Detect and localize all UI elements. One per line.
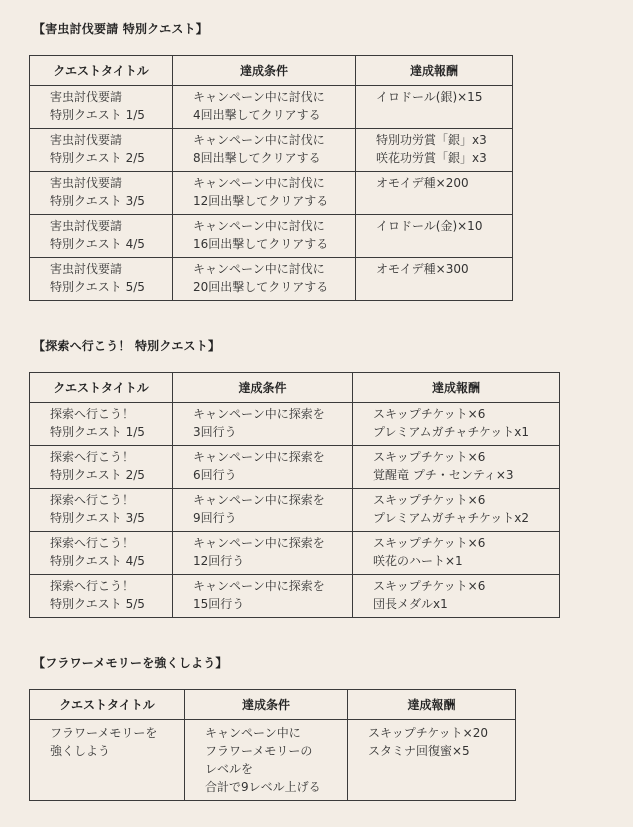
reward-line: スキップチケット×6 [373,536,486,550]
quest-title-line: 探索へ行こう！ [50,579,135,593]
table-row [30,86,513,129]
quest-title-line: 特別クエスト 4/5 [50,554,145,568]
quest-title-line: 特別クエスト 2/5 [50,468,145,482]
reward-cell [356,258,513,301]
quest-title-line: 探索へ行こう！ [50,536,135,550]
reward-line: 特別功労賞「銀」x3 [376,133,487,147]
condition-line: 20回出撃してクリアする [193,280,329,294]
quest-title-line: 特別クエスト 3/5 [50,511,145,525]
table-row [30,215,513,258]
reward-cell [353,532,560,575]
reward-line: スキップチケット×6 [373,450,486,464]
condition-cell [185,720,348,801]
header-reward: 達成報酬 [356,56,513,86]
reward-line: 覚醒竜 プチ・センティ×3 [373,468,514,482]
quest-title-cell [30,172,173,215]
table-row [30,720,516,801]
quest-title-cell [30,258,173,301]
quest-title-line: フラワーメモリーを [50,726,158,740]
table-header-row [30,373,560,403]
condition-line: 合計で9レベル上げる [205,780,321,794]
condition-cell [173,446,353,489]
condition-line: キャンペーン中に探索を [193,493,325,507]
condition-line: 3回行う [193,425,237,439]
reward-cell [353,489,560,532]
quest-title-line: 特別クエスト 1/5 [50,425,145,439]
table-header-row [30,56,513,86]
quest-title-line: 害虫討伐要請 [50,176,123,190]
reward-line: 団長メダルx1 [373,597,448,611]
quest-title-cell [30,403,173,446]
reward-line: 咲花功労賞「銀」x3 [376,151,487,165]
condition-line: キャンペーン中に討伐に [193,176,325,190]
reward-cell [356,129,513,172]
condition-line: 12回出撃してクリアする [193,194,329,208]
quest-title-line: 探索へ行こう！ [50,450,135,464]
quest-title-cell [30,575,173,618]
table-row [30,446,560,489]
table-row [30,172,513,215]
reward-line: スキップチケット×6 [373,579,486,593]
condition-line: 8回出撃してクリアする [193,151,321,165]
quest-title-line: 探索へ行こう！ [50,407,135,421]
condition-cell [173,403,353,446]
condition-line: キャンペーン中に討伐に [193,133,325,147]
condition-line: キャンペーン中に探索を [193,407,325,421]
reward-line: スキップチケット×6 [373,493,486,507]
condition-line: キャンペーン中に探索を [193,579,325,593]
header-condition: 達成条件 [173,373,353,403]
table-row [30,129,513,172]
quest-title-cell [30,86,173,129]
table-row [30,489,560,532]
quest-title-cell [30,489,173,532]
header-quest-title: クエストタイトル [30,56,173,86]
header-condition: 達成条件 [185,690,348,720]
quest-title-line: 害虫討伐要請 [50,262,123,276]
condition-cell [173,129,356,172]
quest-title-cell [30,129,173,172]
quest-title-cell [30,446,173,489]
condition-cell [173,86,356,129]
condition-line: キャンペーン中に討伐に [193,262,325,276]
quest-title-line: 特別クエスト 5/5 [50,597,145,611]
header-reward: 達成報酬 [348,690,516,720]
quest-title-line: 特別クエスト 4/5 [50,237,145,251]
condition-line: キャンペーン中に討伐に [193,219,325,233]
section-heading-flower-memory-quest: 【フラワーメモリーを強くしよう】 [33,656,228,670]
reward-line: スタミナ回復蜜×5 [368,744,470,758]
reward-line: スキップチケット×6 [373,407,486,421]
reward-cell [353,575,560,618]
reward-cell [356,86,513,129]
quest-title-line: 特別クエスト 2/5 [50,151,145,165]
reward-line: プレミアムガチャチケットx2 [373,511,529,525]
condition-line: キャンペーン中に討伐に [193,90,325,104]
reward-line: オモイデ種×200 [376,176,469,190]
condition-line: キャンペーン中に探索を [193,450,325,464]
reward-line: オモイデ種×300 [376,262,469,276]
condition-line: 9回行う [193,511,237,525]
quest-title-line: 害虫討伐要請 [50,219,123,233]
reward-line: 咲花のハート×1 [373,554,463,568]
condition-line: 12回行う [193,554,245,568]
reward-cell [353,446,560,489]
reward-line: プレミアムガチャチケットx1 [373,425,529,439]
condition-line: 4回出撃してクリアする [193,108,321,122]
condition-cell [173,532,353,575]
table-row [30,575,560,618]
reward-cell [348,720,516,801]
condition-cell [173,489,353,532]
quest-title-line: 害虫討伐要請 [50,133,123,147]
quest-title-line: 害虫討伐要請 [50,90,123,104]
condition-line: レベルを [205,762,254,776]
header-quest-title: クエストタイトル [30,373,173,403]
table-row [30,403,560,446]
condition-cell [173,172,356,215]
header-reward: 達成報酬 [353,373,560,403]
quest-title-line: 強くしよう [50,744,111,758]
condition-cell [173,258,356,301]
condition-line: 15回行う [193,597,245,611]
pest-quest-table [29,55,513,301]
table-row [30,532,560,575]
section-heading-pest-quest: 【害虫討伐要請 特別クエスト】 [33,22,208,36]
explore-quest-table [29,372,560,618]
section-heading-explore-quest: 【探索へ行こう！ 特別クエスト】 [33,339,221,353]
condition-cell [173,215,356,258]
reward-line: スキップチケット×20 [368,726,489,740]
quest-title-line: 特別クエスト 3/5 [50,194,145,208]
quest-title-line: 特別クエスト 1/5 [50,108,145,122]
condition-line: 6回行う [193,468,237,482]
reward-line: イロドール(金)×10 [376,219,483,233]
quest-title-cell [30,720,185,801]
reward-cell [356,215,513,258]
quest-title-cell [30,215,173,258]
reward-cell [356,172,513,215]
condition-line: キャンペーン中に探索を [193,536,325,550]
quest-title-line: 探索へ行こう！ [50,493,135,507]
table-header-row [30,690,516,720]
condition-cell [173,575,353,618]
header-quest-title: クエストタイトル [30,690,185,720]
condition-line: キャンペーン中に [205,726,301,740]
reward-line: イロドール(銀)×15 [376,90,483,104]
flower-memory-quest-table [29,689,516,801]
quest-title-line: 特別クエスト 5/5 [50,280,145,294]
table-row [30,258,513,301]
quest-title-cell [30,532,173,575]
reward-cell [353,403,560,446]
condition-line: フラワーメモリーの [205,744,313,758]
header-condition: 達成条件 [173,56,356,86]
condition-line: 16回出撃してクリアする [193,237,329,251]
